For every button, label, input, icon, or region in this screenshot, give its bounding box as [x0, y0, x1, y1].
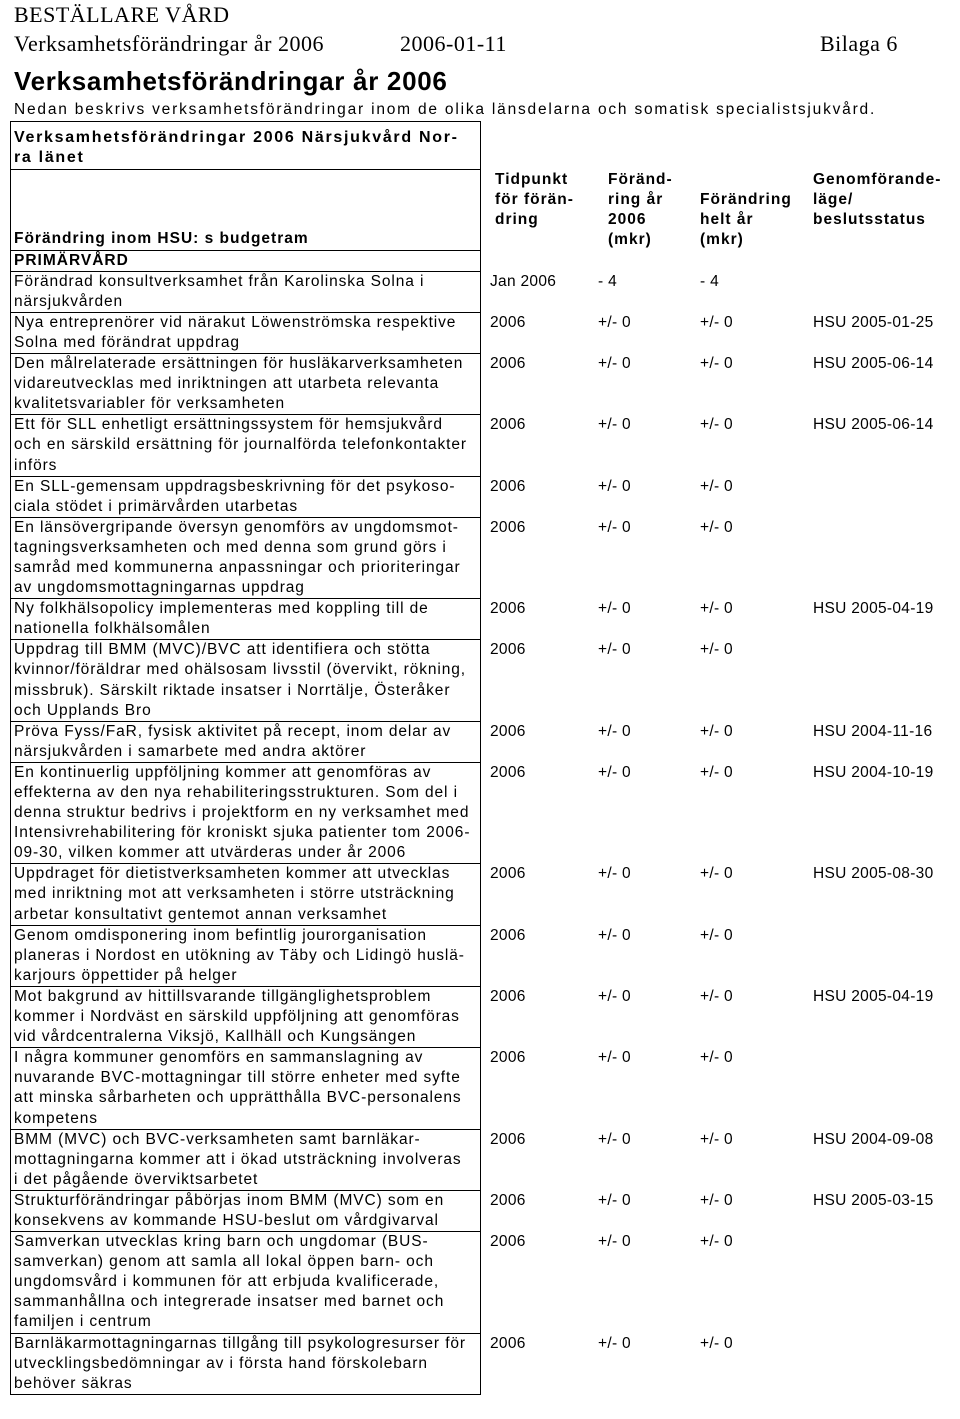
table-row [10, 1191, 958, 1232]
column-header-status: Genomförande- läge/ beslutsstatus [813, 171, 942, 229]
change-description-cell: Strukturförändringar påbörjas inom BMM (MVC) som en konsekvens av kommande HSU-beslut om vårdgivarval [10, 1191, 481, 1232]
timing-cell: Jan 2006 [490, 272, 557, 290]
status-cell: HSU 2005-01-25 [813, 313, 934, 331]
page-title: Verksamhetsförändringar år 2006 [14, 66, 448, 96]
document-subject: Verksamhetsförändringar år 2006 [14, 31, 324, 56]
organization-name: BESTÄLLARE VÅRD [14, 2, 230, 27]
intro-text: Nedan beskrivs verksamhetsförändringar inom de olika länsdelarna och somatisk specialistsjukvård. [14, 101, 877, 118]
table-row [10, 518, 958, 599]
change-description-cell: Barnläkarmottagningarnas tillgång till psykologresurser för utvecklingsbedömningar av i första hand förskolebarn behöver säkras [10, 1334, 481, 1395]
document-date: 2006-01-11 [400, 31, 507, 56]
change-description-cell: Ett för SLL enhetligt ersättningssystem för hemsjukvård och en särskild ersättning för journalförda telefonkontakter införs [10, 415, 481, 476]
table-row [10, 1048, 958, 1129]
table-row [10, 640, 958, 721]
table-row [10, 722, 958, 763]
table-row [10, 1130, 958, 1191]
status-cell: HSU 2004-10-19 [813, 763, 934, 781]
section-row [10, 251, 958, 272]
status-cell: HSU 2004-11-16 [813, 722, 933, 740]
timing-cell: 2006 [490, 763, 526, 781]
change-2006-cell: +/- 0 [598, 518, 631, 536]
table-row [10, 926, 958, 987]
change-full-year-cell: +/- 0 [700, 865, 733, 883]
table-row [10, 987, 958, 1048]
status-cell [804, 1232, 958, 1333]
change-2006-cell: +/- 0 [598, 1191, 631, 1209]
timing-cell: 2006 [490, 1130, 526, 1148]
status-cell: HSU 2005-04-19 [813, 987, 934, 1005]
change-2006-cell: +/- 0 [598, 1049, 631, 1067]
status-cell [804, 272, 958, 313]
table-row [10, 1232, 958, 1333]
change-description-cell: En SLL-gemensam uppdragsbeskrivning för det psykoso- ciala stödet i primärvården utarbetas [10, 477, 481, 518]
timing-cell: 2006 [490, 926, 526, 944]
change-full-year-cell: +/- 0 [700, 926, 733, 944]
change-full-year-cell: +/- 0 [700, 641, 733, 659]
change-full-year-cell: +/- 0 [700, 416, 733, 434]
status-cell: HSU 2005-08-30 [813, 865, 934, 883]
change-description-cell: Förändrad konsultverksamhet från Karolinska Solna i närsjukvården [10, 272, 481, 313]
caption-row [10, 121, 958, 170]
section-heading: PRIMÄRVÅRD [10, 251, 481, 272]
timing-cell: 2006 [490, 641, 526, 659]
table-row [10, 864, 958, 925]
change-2006-cell: +/- 0 [598, 865, 631, 883]
change-2006-cell: +/- 0 [598, 477, 631, 495]
change-description-cell: Uppdraget för dietistverksamheten kommer att utvecklas med inriktning mot att verksamheten i större utsträckning arbetar konsultativt gentemot annan verksamhet [10, 864, 481, 925]
change-description-cell: Den målrelaterade ersättningen för husläkarverksamheten vidareutvecklas med inriktningen att utarbeta relevanta kvalitetsvariabler för verksamheten [10, 354, 481, 415]
change-full-year-cell: +/- 0 [700, 1233, 733, 1251]
change-description-cell: Uppdrag till BMM (MVC)/BVC att identifiera och stötta kvinnor/föräldrar med ohälsosam livsstil (övervikt, rökning, missbruk). Särskilt riktade insatser i Norrtälje, Österåker och Upplands Bro [10, 640, 481, 721]
status-cell: HSU 2005-06-14 [813, 416, 934, 434]
change-description-cell: I några kommuner genomförs en sammanslagning av nuvarande BVC-mottagningar till större enheter med syfte att minska sårbarheten och upprätthålla BVC-personalens kompetens [10, 1048, 481, 1129]
status-cell: HSU 2005-03-15 [813, 1191, 934, 1209]
change-full-year-cell: +/- 0 [700, 600, 733, 618]
change-full-year-cell: +/- 0 [700, 477, 733, 495]
timing-cell: 2006 [490, 518, 526, 536]
timing-cell: 2006 [490, 865, 526, 883]
table-row [10, 415, 958, 476]
change-description-cell: Mot bakgrund av hittillsvarande tillgänglighetsproblem kommer i Nordväst en särskild uppföljning att genomföras vid vårdcentralerna Viksjö, Kallhäll och Kungsängen [10, 987, 481, 1048]
change-description-cell: BMM (MVC) och BVC-verksamheten samt barnläkar- mottagningarna kommer att i ökad utsträckning involveras i det pågående överviktsarbetet [10, 1130, 481, 1191]
change-full-year-cell: +/- 0 [700, 987, 733, 1005]
changes-table [10, 121, 958, 1395]
timing-cell: 2006 [490, 1233, 526, 1251]
header-row [10, 170, 958, 250]
status-cell: HSU 2005-06-14 [813, 355, 934, 373]
change-full-year-cell: +/- 0 [700, 1334, 733, 1352]
timing-cell: 2006 [490, 1334, 526, 1352]
column-header-change-full-year-label: Förändring helt år (mkr) [700, 191, 792, 249]
timing-cell: 2006 [490, 722, 526, 740]
change-full-year-cell: +/- 0 [700, 1049, 733, 1067]
change-description-cell: En länsövergripande översyn genomförs av ungdomsmot- tagningsverksamheten och med denna som grund görs i samråd med kommunerna anpassningar och prioriteringar av ungdomsmottagningarnas uppdrag [10, 518, 481, 599]
table-row [10, 313, 958, 354]
table-row [10, 354, 958, 415]
change-2006-cell: +/- 0 [598, 355, 631, 373]
change-2006-cell: - 4 [598, 272, 617, 290]
table-caption: Verksamhetsförändringar 2006 Närsjukvård Nor- ra länet [10, 121, 481, 170]
change-2006-cell: +/- 0 [598, 926, 631, 944]
status-cell [804, 926, 958, 987]
status-cell [804, 1048, 958, 1129]
timing-cell: 2006 [490, 355, 526, 373]
column-header-change-label: Förändring inom HSU: s budgetram [14, 230, 309, 248]
timing-cell: 2006 [490, 477, 526, 495]
status-cell [804, 640, 958, 721]
column-header-timing: Tidpunkt för förän- dring [495, 171, 574, 229]
change-description-cell: Nya entreprenörer vid närakut Löwenströmska respektive Solna med förändrat uppdrag [10, 313, 481, 354]
change-2006-cell: +/- 0 [598, 722, 631, 740]
timing-cell: 2006 [490, 600, 526, 618]
column-header-change-2006: Föränd- ring år 2006 (mkr) [608, 171, 673, 249]
change-description-cell: Ny folkhälsopolicy implementeras med koppling till de nationella folkhälsomålen [10, 599, 481, 640]
timing-cell: 2006 [490, 313, 526, 331]
timing-cell: 2006 [490, 987, 526, 1005]
change-2006-cell: +/- 0 [598, 313, 631, 331]
change-2006-cell: +/- 0 [598, 987, 631, 1005]
change-2006-cell: +/- 0 [598, 600, 631, 618]
change-2006-cell: +/- 0 [598, 1130, 631, 1148]
change-description-cell: Pröva Fyss/FaR, fysisk aktivitet på recept, inom delar av närsjukvården i samarbete med andra aktörer [10, 722, 481, 763]
table-row [10, 763, 958, 864]
table-row [10, 1334, 958, 1395]
status-cell [804, 477, 958, 518]
status-cell [804, 1334, 958, 1395]
status-cell [804, 518, 958, 599]
change-full-year-cell: +/- 0 [700, 722, 733, 740]
attachment-label: Bilaga 6 [820, 31, 898, 56]
change-full-year-cell: +/- 0 [700, 763, 733, 781]
table-row [10, 477, 958, 518]
status-cell: HSU 2005-04-19 [813, 600, 934, 618]
change-description-cell: En kontinuerlig uppföljning kommer att genomföras av effekterna av den nya rehabiliteringsstrukturen. Som del i denna struktur bedrivs i projektform en ny verksamhet med Intensivrehabilitering för kroniskt sjuka patienter tom 2006- 09-30, vilken kommer att utvärderas under år 2006 [10, 763, 481, 864]
timing-cell: 2006 [490, 1191, 526, 1209]
change-full-year-cell: +/- 0 [700, 1191, 733, 1209]
column-header-change [10, 170, 481, 250]
change-full-year-cell: +/- 0 [700, 313, 733, 331]
table-row [10, 272, 958, 313]
change-full-year-cell: +/- 0 [700, 355, 733, 373]
change-2006-cell: +/- 0 [598, 1233, 631, 1251]
change-full-year-cell: - 4 [700, 272, 719, 290]
change-2006-cell: +/- 0 [598, 641, 631, 659]
timing-cell: 2006 [490, 416, 526, 434]
table-row [10, 599, 958, 640]
timing-cell: 2006 [490, 1049, 526, 1067]
change-full-year-cell: +/- 0 [700, 518, 733, 536]
change-2006-cell: +/- 0 [598, 1334, 631, 1352]
change-full-year-cell: +/- 0 [700, 1130, 733, 1148]
column-header-change-full-year [691, 170, 804, 250]
table-body [10, 272, 958, 1395]
status-cell: HSU 2004-09-08 [813, 1130, 934, 1148]
change-2006-cell: +/- 0 [598, 416, 631, 434]
change-2006-cell: +/- 0 [598, 763, 631, 781]
change-description-cell: Samverkan utvecklas kring barn och ungdomar (BUS- samverkan) genom att samla all lokal öppen barn- och ungdomsvård i kommunen för att erbjuda kvalificerade, sammanhållna och integrerade insatser med barnet och familjen i centrum [10, 1232, 481, 1333]
change-description-cell: Genom omdisponering inom befintlig jourorganisation planeras i Nordost en utökning av Täby och Lidingö huslä- karjours öppettider på helger [10, 926, 481, 987]
